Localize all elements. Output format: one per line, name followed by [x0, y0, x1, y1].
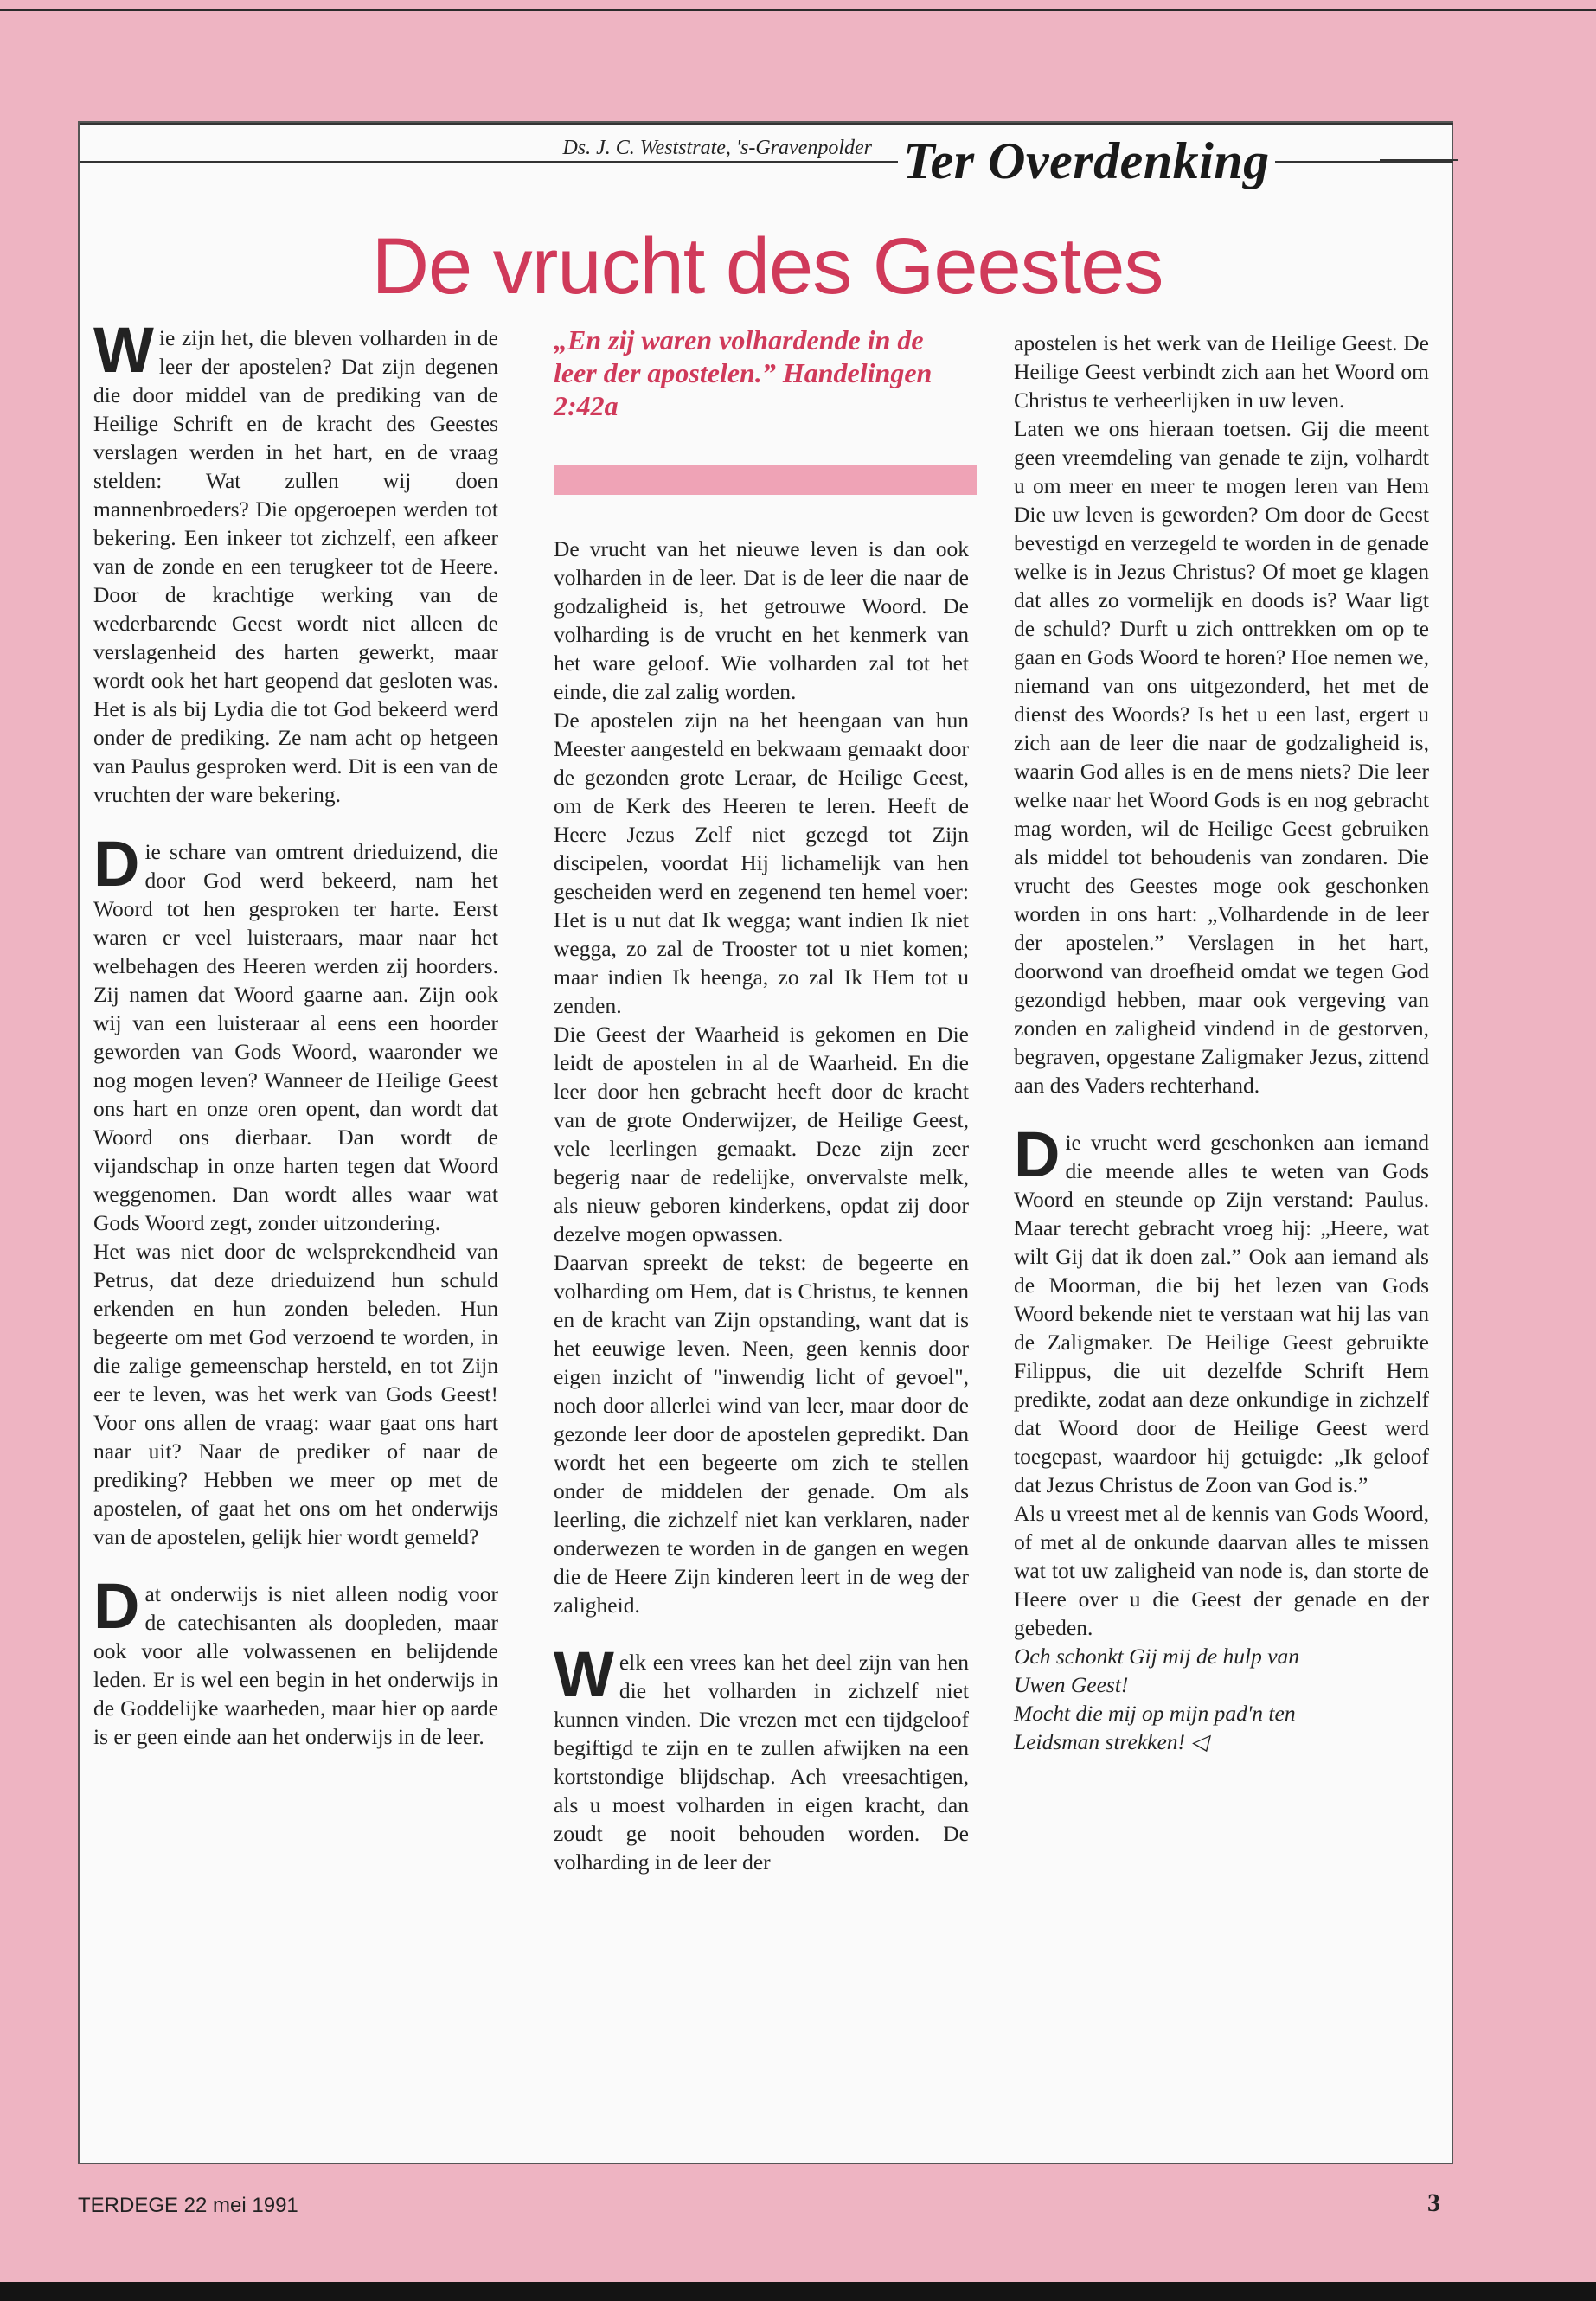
pull-quote: „En zij waren volhardende in de leer der apostelen.” Handelingen 2:42a — [554, 324, 933, 421]
paragraph: Welk een vrees kan het deel zijn van hen die het volharden in zichzelf niet kunnen vinden. Die vrezen met een tijdgeloof begiftigd te zijn en te zullen afwijken na een kortstondige blijdschap. Ach vreesachtigen, als u moest volharden in eigen kracht, dan zoudt ge nooit behouden worden. De volharding in de leer der — [554, 1638, 969, 1875]
paragraph: De vrucht van het nieuwe leven is dan ook volharden in de leer. Dat is de leer die naar de godzaligheid is, het getrouwe Woord. De volharding is de vrucht en het kenmerk van het ware geloof. Wie volharden zal tot het einde, die zal zalig worden. — [554, 536, 969, 704]
paragraph: Laten we ons hieraan toetsen. Gij die meent geen vreemdeling van genade te zijn, volhardt u om meer en meer te mogen leren van Hem Die uw leven is geworden? Om door de Geest bevestigd en verzegeld te worden in de genade welke is in Jezus Christus? Of moet ge klagen dat alles zo vormelijk en doods is? Waar ligt de schuld? Durft u zich onttrekken om op te gaan en Gods Woord te horen? Hoe nemen we, niemand van ons uitgezonderd, het met de dienst des Woords? Is het u een last, ergert u zich aan de leer die naar de godzaligheid is, waarin God alles is en de mens niets? Die leer welke naar het Woord Gods is en nog gebracht mag worden, wil de Heilige Geest gebruiken als middel tot behoudenis van zondaren. Die vrucht des Geestes moge ook geschonken worden in ons hart: „Volhardende in de leer der apostelen.” Verslagen in het hart, doorwond van droefheid omdat we tegen God gezondigd hebben, maar ook vergeving van zonden en zaligheid vindend in de gestorven, begraven, opgestane Zaligmaker Jezus, zittend aan des Vaders rechterhand. — [1014, 416, 1429, 1098]
paragraph: Wie zijn het, die bleven volharden in de leer der apostelen? Dat zijn degenen die door middel van de prediking van de Heilige Schrift en de kracht des Geestes verslagen werden in het hart, en de vraag stelden: Wat zullen wij doen mannenbroeders? Die opgeroepen werden tot bekering. Een inkeer tot zichzelf, een afkeer van de zonde en een terugkeer tot de Heere. Door de krachtige werking van de wederbarende Geest wordt niet alleen de verslagenheid des harten gewerkt, maar wordt ook het hart geopend dat gesloten was. Het is als bij Lydia die tot God bekeerd werd onder de prediking. Ze nam acht op hetgeen van Paulus gesproken werd. Dit is een van de vruchten der ware bekering. — [93, 314, 498, 807]
publication-footer: TERDEGE 22 mei 1991 — [78, 2194, 298, 2217]
paragraph: Het was niet door de welsprekendheid van Petrus, dat deze drieduizend hun schuld erkenden en hun zonden beleden. Hun begeerte om met God verzoend te worden, in die zalige gemeenschap hersteld, en tot Zijn eer te leven, was het werk van Gods Geest! Voor ons allen de vraag: waar gaat ons hart naar uit? Naar de prediker of naar de prediking? Hebben we meer op met de apostelen, of gaat het ons om het onderwijs van de apostelen, gelijk hier wordt gemeld? — [93, 1239, 498, 1549]
prayer-line: Leidsman strekken! ◁ — [1014, 1729, 1208, 1754]
article-title: De vrucht des Geestes — [371, 222, 1163, 311]
closing-prayer — [1014, 1642, 1429, 1756]
header-top-rule — [80, 123, 1453, 125]
paragraph: apostelen is het werk van de Heilige Geest. De Heilige Geest verbindt zich aan het Woord om Christus te verheerlijken in uw leven. — [1014, 330, 1429, 413]
drop-cap: D — [93, 828, 140, 900]
page-number: 3 — [1427, 2189, 1440, 2217]
column-1 — [93, 314, 498, 1751]
prayer-line: Mocht die mij op mijn pad'n ten — [1014, 1701, 1296, 1726]
author-byline: Ds. J. C. Weststrate, 's-Gravenpolder — [562, 137, 872, 159]
pink-divider-bar — [554, 465, 977, 495]
drop-cap: D — [93, 1570, 140, 1642]
paragraph: Die schare van omtrent drieduizend, die door God werd bekeerd, nam het Woord tot hen gesproken ter harte. Eerst waren er veel luisteraars, maar naar het welbehagen des Heeren werden zij hoorders. Zij namen dat Woord gaarne aan. Zijn ook wij van een luisteraar al eens een hoorder geworden van Gods Woord, waaronder we nog mogen leven? Wanneer de Heilige Geest ons hart en onze oren opent, dan wordt dat Woord ons dierbaar. Dan wordt de vijandschap in onze harten tegen dat Woord weggenomen. Dan wordt alles waar wat Gods Woord zegt, zonder uitzondering. — [93, 828, 498, 1235]
drop-cap: D — [1014, 1118, 1061, 1190]
paragraph: Die vrucht werd geschonken aan iemand die meende alles te weten van Gods Woord en steunde op Zijn verstand: Paulus. Maar terecht gebracht vroeg hij: „Heere, wat wilt Gij dat ik doen zal.” Ook aan iemand als de Moorman, die bij het lezen van Gods Woord bekende niet te verstaan wat hij las van de Zaligmaker. De Heilige Geest gebruikte Filippus, die uit dezelfde Schrift Hem predikte, zodat aan deze onkundige in zichzelf dat Woord door de Heilige Geest werd toegepast, waardoor hij getuigde: „Ik geloof dat Jezus Christus de Zoon van God is.” — [1014, 1118, 1429, 1497]
paragraph: Daarvan spreekt de tekst: de begeerte en volharding om Hem, dat is Christus, te kennen en de kracht van Zijn opstanding, want dat is het eeuwige leven. Neen, geen kennis door eigen inzicht of "inwendig licht of gevoel", noch door allerlei wind van leer, maar door de gezonde leer door de apostelen gepredikt. Dan wordt het een begeerte om zich te stellen onder de middelen der genade. Om als leerling, die zichzelf niet kan verklaren, nader onderwezen te worden in de gangen en wegen die de Heere Zijn kinderen leert in de weg der zaligheid. — [554, 1250, 969, 1618]
drop-cap: W — [554, 1638, 614, 1710]
paragraph: De apostelen zijn na het heengaan van hun Meester aangesteld en bekwaam gemaakt door de gezonden grote Leraar, de Heilige Geest, om de Kerk des Heeren te leren. Heeft de Heere Jezus Zelf niet gezegd tot Zijn discipelen, voordat Hij lichamelijk van hen gescheiden werd en zegenend ten hemel voer: Het is u nut dat Ik wegga; want indien Ik niet wegga, zo zal de Trooster tot u niet komen; maar indien Ik heenga, zo zal Ik Hem tot u zenden. — [554, 708, 969, 1018]
bottom-edge-bar — [0, 2282, 1596, 2301]
paragraph: Die Geest der Waarheid is gekomen en Die leidt de apostelen in al de Waarheid. En die leer door hen gebracht heeft door de kracht van de grote Onderwijzer, de Heilige Geest, vele leerlingen gemaakt. Deze zijn zeer begerig naar de redelijke, onvervalste melk, als nieuw geboren kinderkens, opdat zij door dezelve mogen opwassen. — [554, 1022, 969, 1247]
column-3 — [1014, 329, 1429, 1756]
article-page — [78, 121, 1453, 2164]
drop-cap: W — [93, 314, 154, 386]
top-edge-line — [0, 9, 1596, 11]
column-2 — [554, 324, 969, 1876]
section-rubric: Ter Overdenking — [898, 131, 1275, 191]
paragraph: Dat onderwijs is niet alleen nodig voor de catechisanten als doopleden, maar ook voor alle volwassenen en belijdende leden. Er is wel een begin in het onderwijs in de Goddelijke waarheden, maar hier op aarde is er geen einde aan het onderwijs in de leer. — [93, 1570, 498, 1749]
prayer-line: Och schonkt Gij mij de hulp van — [1014, 1644, 1300, 1669]
paragraph: Als u vreest met al de kennis van Gods Woord, of met al de onkunde daarvan alles te missen wat tot uw zaligheid van node is, dan storte de Heere over u die Geest der genade en der gebeden. — [1014, 1501, 1429, 1640]
prayer-line: Uwen Geest! — [1014, 1672, 1129, 1697]
rubric-rule-extension — [1380, 159, 1458, 161]
